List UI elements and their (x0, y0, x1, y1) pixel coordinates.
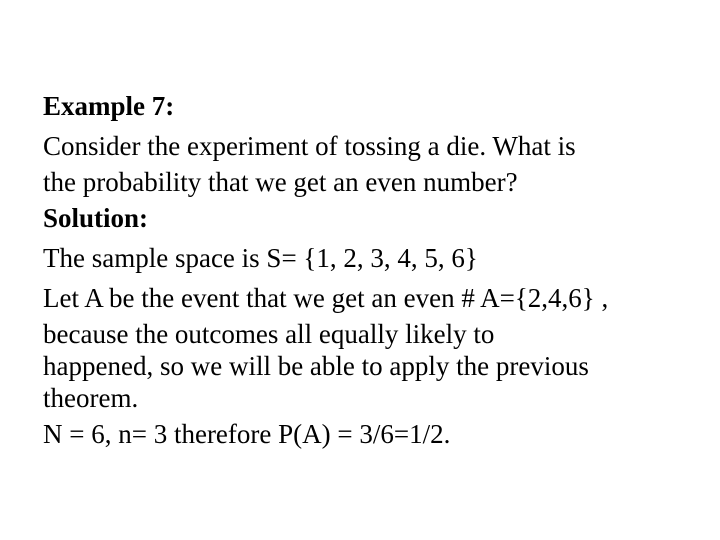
event-line-2: because the outcomes all equally likely to (43, 319, 495, 349)
event-line-1: Let A be the event that we get an even # A={2,4,6} , (43, 283, 609, 313)
event-line-4: theorem. (43, 383, 139, 413)
example-heading: Example 7: (43, 91, 175, 121)
event-line-3: happened, so we will be able to apply the previous (43, 351, 589, 381)
event-paragraph (43, 278, 693, 414)
solution-heading: Solution: (43, 203, 149, 233)
sample-space-line: The sample space is S= {1, 2, 3, 4, 5, 6} (43, 243, 478, 273)
result-line: N = 6, n= 3 therefore P(A) = 3/6=1/2. (43, 419, 451, 449)
question-line-1: Consider the experiment of tossing a die. What is (43, 131, 576, 161)
slide-body (43, 86, 693, 454)
question-paragraph (43, 126, 693, 198)
question-line-2: the probability that we get an even number? (43, 167, 518, 197)
